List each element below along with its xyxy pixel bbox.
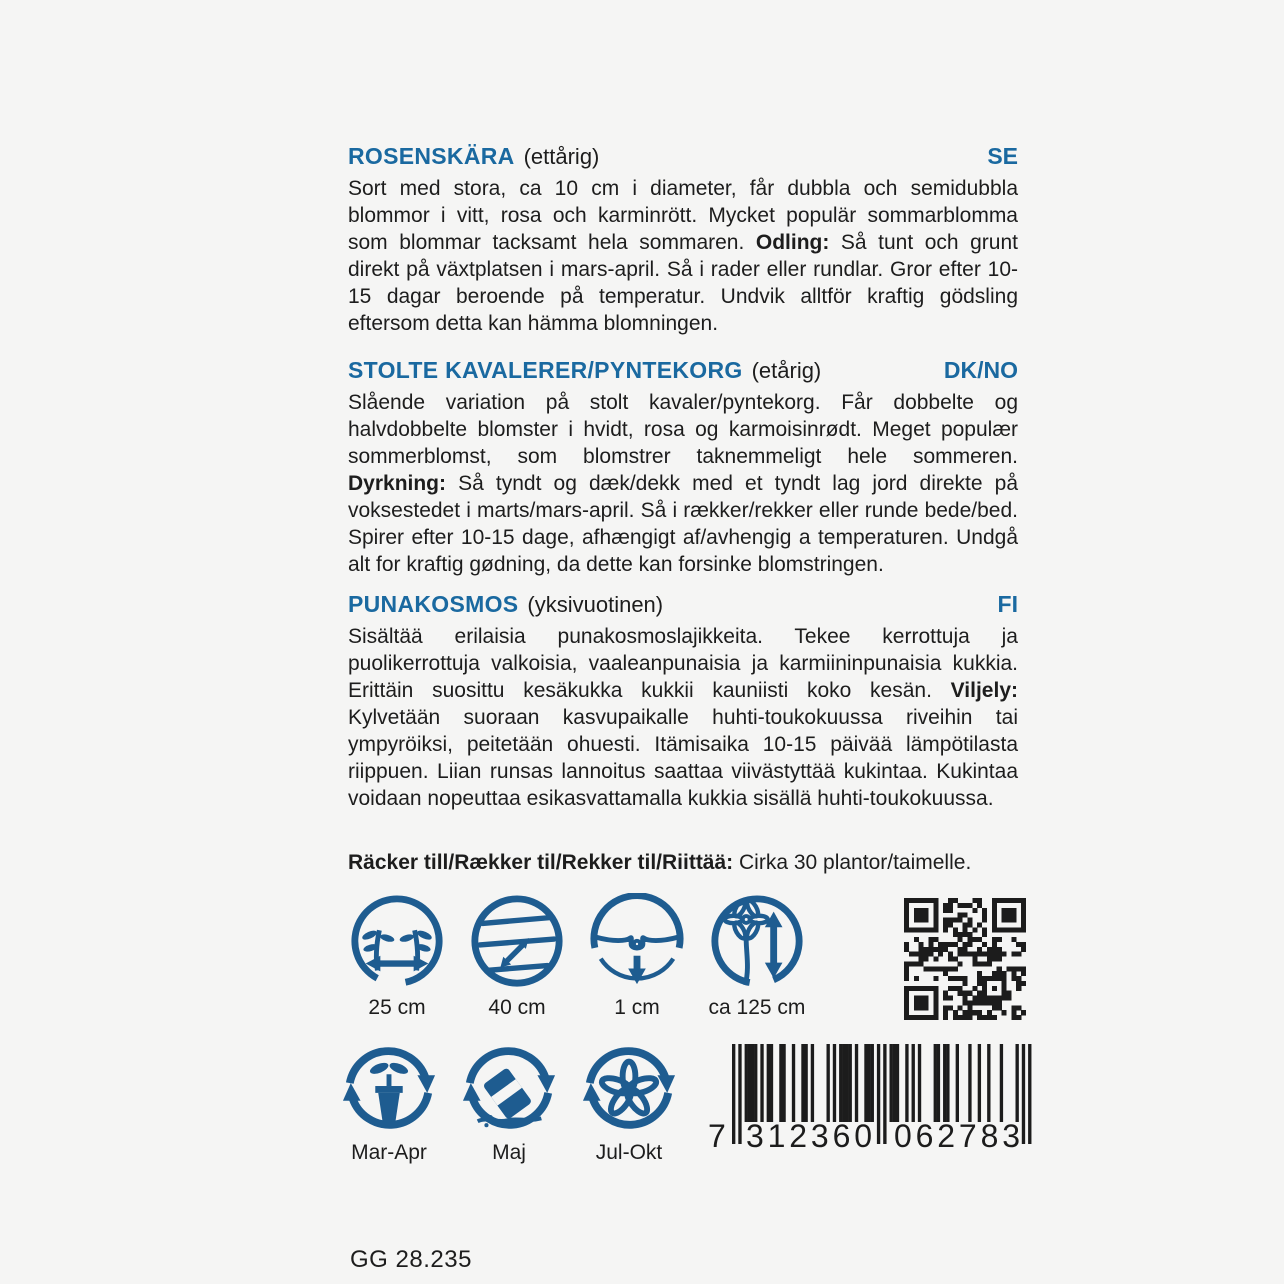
section-dkno-header <box>348 356 1018 385</box>
section-dkno-title: STOLTE KAVALERER/PYNTEKORG <box>348 357 743 383</box>
section-se <box>348 142 1018 337</box>
section-dkno-subtitle: (etårig) <box>751 358 822 383</box>
ean-left-digits: 3 1 2 3 6 0 <box>746 1118 872 1154</box>
sow-indoors-label: Mar-Apr <box>351 1141 427 1164</box>
qr-code <box>904 898 1026 1020</box>
spec-icon-row <box>340 893 814 1020</box>
row-spacing-icon <box>468 893 566 991</box>
sow-outdoors-label: Maj <box>492 1141 526 1164</box>
section-se-title: ROSENSKÄRA <box>348 143 515 169</box>
sowing-depth-label: 1 cm <box>614 996 660 1019</box>
section-fi <box>348 590 1018 812</box>
section-se-subtitle: (ettårig) <box>523 144 600 169</box>
sowing-depth-icon <box>588 893 686 991</box>
row-spacing-block <box>460 893 574 1020</box>
section-fi-subtitle: (yksivuotinen) <box>527 592 664 617</box>
ean-lead-digit: 7 <box>708 1118 726 1154</box>
plant-spacing-icon <box>348 893 446 991</box>
sow-indoors-block <box>332 1038 446 1165</box>
sow-indoors-icon <box>340 1038 438 1136</box>
calendar-icon-row <box>332 1038 686 1165</box>
section-dkno-language-code: DK/NO <box>943 357 1018 383</box>
footer-article-code: GG 28.235 <box>350 1246 472 1273</box>
plant-spacing-label: 25 cm <box>368 996 426 1019</box>
barcode <box>706 1044 1046 1169</box>
section-fi-header <box>348 590 1018 619</box>
sowing-depth-block <box>580 893 694 1020</box>
section-dkno <box>348 356 1018 578</box>
row-spacing-label: 40 cm <box>488 996 546 1019</box>
plant-height-label: ca 125 cm <box>708 996 806 1019</box>
section-fi-body: Sisältää erilaisia punakosmoslajikkeita. Tekee kerrottuja ja puolikerrottuja valkoisia, vaaleanpunaisia ja karmiininpunaisia kukkia. Erittäin suosittu kesäkukka kukkii kauniisti koko kesän. Viljely: Kylvetään suoraan kasvupaikalle huhti-toukokuussa riveihin tai ympyröiksi, peitetään ohuesti. Itämisaika 10-15 päivää lämpötilasta riippuen. Liian runsas lannoitus saattaa viivästyttää kukintaa. Kukintaa voidaan nopeuttaa esikasvattamalla kukkia sisällä huhti-toukokuussa. <box>348 625 1018 810</box>
section-se-body: Sort med stora, ca 10 cm i diameter, får dubbla och semidubbla blommor i vitt, rosa och karminrött. Mycket populär sommarblomma som blommar tacksamt hela sommaren. Odling: Så tunt och grunt direkt på växtplatsen i mars-april. Så i rader eller rundlar. Gror efter 10-15 dagar beroende på temperatur. Undvik alltför kraftig gödsling eftersom detta kan hämma blomningen. <box>348 177 1018 335</box>
section-se-language-code: SE <box>987 143 1018 169</box>
flowering-period-block <box>572 1038 686 1165</box>
plant-height-block <box>700 893 814 1020</box>
section-fi-title: PUNAKOSMOS <box>348 591 519 617</box>
plant-spacing-block <box>340 893 454 1020</box>
section-dkno-body: Slående variation på stolt kavaler/pyntekorg. Får dobbelte og halvdobbelte blomster i hvidt, rosa og karmoisinrødt. Meget populær sommerblomst, som blomstrer taknemmeligt hele sommeren. Dyrkning: Så tyndt og dæk/dekk med et tyndt lag jord direkte på voksestedet i marts/mars-april. Så i rækker/rekker eller runde bede/bed. Spirer efter 10-15 dage, afhængigt af/avhengig a temperaturen. Undgå alt for kraftig gødning, da dette kan forsinke blomstringen. <box>348 391 1018 576</box>
flowering-period-label: Jul-Okt <box>595 1141 663 1164</box>
section-se-header <box>348 142 1018 171</box>
section-fi-language-code: FI <box>997 591 1018 617</box>
sow-outdoors-block <box>452 1038 566 1165</box>
sow-outdoors-icon <box>460 1038 558 1136</box>
plant-height-icon <box>708 893 806 991</box>
flowering-period-icon <box>580 1038 678 1136</box>
ean-right-digits: 0 6 2 7 8 3 <box>894 1118 1020 1154</box>
yield-line: Räcker till/Rækker til/Rekker til/Riittää: Cirka 30 plantor/taimelle. <box>348 851 972 874</box>
